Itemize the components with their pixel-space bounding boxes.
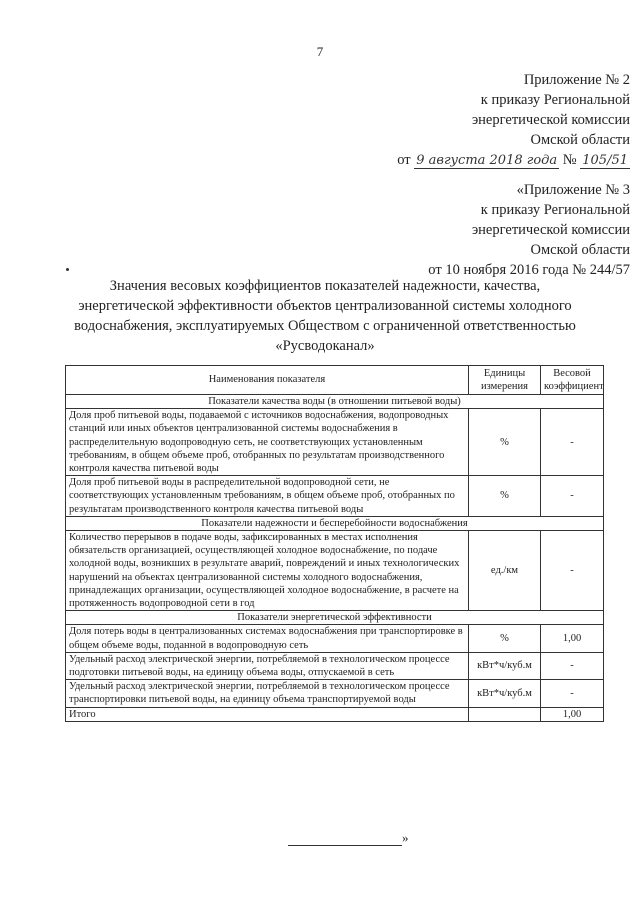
section-title: Показатели надежности и бесперебойности водоснабжения — [66, 516, 604, 530]
handwritten-date: 9 августа 2018 года — [416, 153, 558, 168]
appendix-old-line: «Приложение № 3 — [516, 182, 630, 198]
number-prefix: № — [562, 152, 577, 168]
appendix-new-header — [397, 70, 630, 171]
indicator-unit: кВт*ч/куб.м — [469, 652, 541, 679]
appendix-new-line: энергетической комиссии — [471, 112, 630, 128]
document-title: Значения весовых коэффициентов показателей надежности, качества, энергетической эффективности объектов централизованной системы холодного водоснабжения, эксплуатируемых Обществом с ограниченной ответственностью «Русводоканал» — [74, 278, 576, 354]
total-row — [66, 707, 604, 721]
indicator-unit: % — [469, 476, 541, 517]
appendix-new-line: Приложение № 2 — [523, 72, 630, 88]
closing-quote — [288, 830, 409, 846]
header-coefficient: Весовой коэффициент — [541, 366, 604, 395]
appendix-new-line: к приказу Региональной — [480, 92, 630, 108]
indicator-coefficient: - — [541, 531, 604, 611]
appendix-old-line: энергетической комиссии — [471, 222, 630, 238]
indicator-coefficient: - — [541, 476, 604, 517]
indicator-unit: кВт*ч/куб.м — [469, 680, 541, 707]
appendix-old-line: к приказу Региональной — [480, 202, 630, 218]
appendix-old-header — [428, 180, 630, 280]
scan-speck — [66, 268, 69, 271]
indicator-coefficient: - — [541, 409, 604, 476]
table-row — [66, 531, 604, 611]
indicator-unit: ед./км — [469, 531, 541, 611]
header-name: Наименования показателя — [66, 366, 469, 395]
signature-line — [288, 845, 402, 846]
table-row — [66, 476, 604, 517]
section-row — [66, 395, 604, 409]
indicator-unit: % — [469, 625, 541, 652]
appendix-new-line: Омской области — [530, 132, 630, 148]
table-row — [66, 680, 604, 707]
date-prefix: от — [397, 152, 411, 168]
table-row — [66, 625, 604, 652]
indicator-name: Количество перерывов в подаче воды, зафиксированных в местах исполнения обязательств организацией, осуществляющей холодное водоснабжение, по подаче холодной воды, возникших в результате аварий, повреждений и иных технологических нарушений на объектах централизованной системы холодного водоснабжения, принадлежащих организации, осуществляющей холодное водоснабжение, в расчете на протяженность водопроводной сети в год — [66, 531, 469, 611]
indicator-name: Удельный расход электрической энергии, потребляемой в технологическом процессе транспортировки питьевой воды, на единицу объема транспортируемой воды — [66, 680, 469, 707]
appendix-new-date-line — [397, 150, 630, 171]
table-row — [66, 409, 604, 476]
section-title: Показатели энергетической эффективности — [66, 611, 604, 625]
indicator-name: Доля проб питьевой воды, подаваемой с источников водоснабжения, водопроводных станций или иных объектов централизованной системы водоснабжения в распределительную водопроводную сеть, не соответствующих установленным требованиям, в общем объеме проб, отобранных по результатам производственного контроля качества питьевой воды — [66, 409, 469, 476]
indicator-coefficient: - — [541, 652, 604, 679]
indicator-name: Доля потерь воды в централизованных системах водоснабжения при транспортировке в общем объеме воды, поданной в водопроводную сеть — [66, 625, 469, 652]
appendix-old-line: от 10 ноября 2016 года № 244/57 — [428, 262, 630, 278]
coefficients-table — [65, 365, 604, 722]
closing-mark: » — [402, 830, 409, 845]
total-label: Итого — [66, 707, 469, 721]
page-number: 7 — [316, 44, 324, 59]
indicator-name: Доля проб питьевой воды в распределительной водопроводной сети, не соответствующих установленным требованиям, в общем объеме проб, отобранных по результатам производственного контроля качества питьевой воды — [66, 476, 469, 517]
total-coefficient: 1,00 — [541, 707, 604, 721]
indicator-coefficient: - — [541, 680, 604, 707]
indicator-unit: % — [469, 409, 541, 476]
table-row — [66, 652, 604, 679]
section-row — [66, 516, 604, 530]
total-unit — [469, 707, 541, 721]
appendix-old-line: Омской области — [530, 242, 630, 258]
handwritten-number: 105/51 — [582, 153, 628, 168]
indicator-name: Удельный расход электрической энергии, потребляемой в технологическом процессе подготовки питьевой воды, на единицу объема воды, отпускаемой в сеть — [66, 652, 469, 679]
header-unit: Единицы измерения — [469, 366, 541, 395]
section-title: Показатели качества воды (в отношении питьевой воды) — [66, 395, 604, 409]
table-header-row — [66, 366, 604, 395]
indicator-coefficient: 1,00 — [541, 625, 604, 652]
section-row — [66, 611, 604, 625]
